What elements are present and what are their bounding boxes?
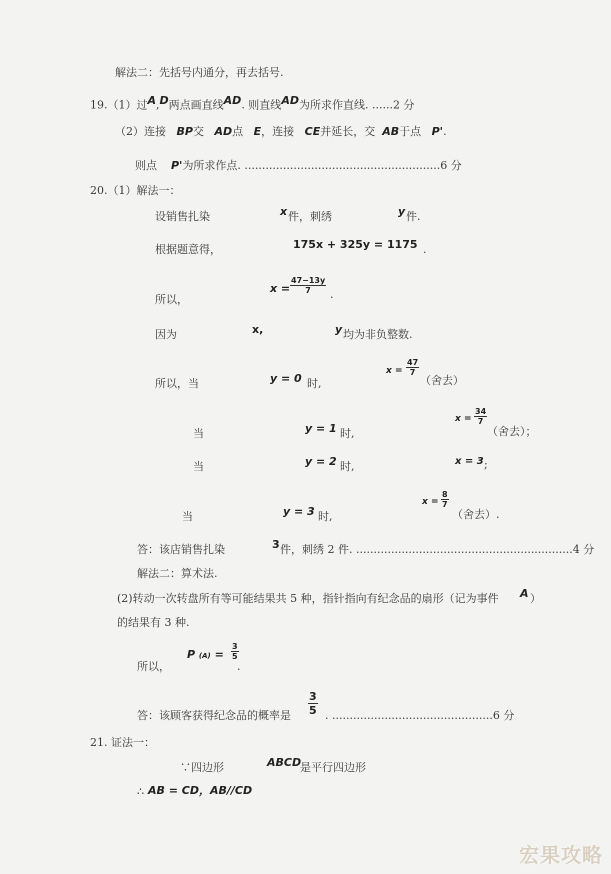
question-20-heading: 20.（1）解法一： (90, 184, 181, 197)
math: D (159, 94, 169, 107)
text: （舍去）； (487, 425, 537, 438)
math: AD (223, 94, 242, 107)
numerator: 47 (407, 358, 419, 367)
probability-expression (187, 648, 224, 663)
math: x = (422, 497, 439, 507)
text: 所以，当 (155, 377, 199, 390)
math: AD (214, 125, 233, 138)
math: (A) (198, 652, 211, 660)
text: 是平行四边形 (300, 761, 366, 774)
text: 的结果有 3 种. (117, 616, 190, 629)
text: . (443, 125, 447, 138)
text: 件，刺绣 2 件. ..............................................................4 分 (280, 543, 595, 556)
text: （舍去）. (452, 508, 500, 521)
text: 并延长，交 (320, 125, 376, 138)
math: y = 0 (270, 372, 302, 385)
text: 为所求作点. ........................................................6 分 (182, 159, 462, 172)
question-19-1 (90, 94, 414, 113)
numerator: 47−13y (291, 276, 326, 285)
text: （2）连接 (115, 125, 166, 138)
text: 时, (307, 377, 322, 390)
text: 两点画直线 (168, 98, 224, 112)
text: 当 (193, 460, 204, 473)
math: y (335, 323, 343, 336)
text: 答：该店销售扎染 (137, 543, 225, 556)
math: y = 3 (283, 505, 315, 518)
numerator: 3 (309, 690, 317, 703)
math: CE (304, 125, 321, 138)
text: 时, (340, 427, 355, 440)
text: 于点 (399, 125, 422, 138)
text: ∴ (137, 785, 144, 798)
text: ; (484, 458, 488, 471)
text: 时, (318, 510, 333, 523)
text: . ..............................................6 分 (325, 709, 515, 722)
text: . (237, 660, 241, 673)
denominator: 5 (232, 652, 238, 661)
denominator: 7 (305, 286, 311, 295)
math: = (214, 648, 224, 661)
fraction (474, 407, 487, 426)
text-line: 解法二：先括号内通分，再去括号. (115, 66, 284, 79)
math: x, (252, 323, 264, 336)
denominator: 7 (409, 368, 416, 377)
fraction (231, 642, 239, 661)
text: 因为 (155, 328, 177, 341)
text: 均为非负整数. (343, 328, 413, 341)
question-19-2 (115, 125, 447, 139)
denominator: 7 (442, 500, 448, 509)
text: 当 (193, 427, 204, 440)
watermark-logo: 宏果攻略 (519, 843, 603, 867)
text: . 则直线 (241, 98, 282, 112)
math: ABCD (267, 756, 302, 769)
text: 当 (182, 510, 193, 523)
math: P (187, 648, 196, 661)
text: 交 (192, 125, 204, 138)
math: x = (270, 282, 291, 295)
fraction (290, 276, 326, 295)
text: . (330, 288, 334, 301)
text: 件. (406, 210, 421, 223)
text: ∵四边形 (180, 761, 224, 774)
question-21-heading: 21. 证法一： (90, 736, 155, 749)
fraction (441, 490, 449, 509)
text: 件，刺绣 (288, 210, 332, 223)
text: . (423, 243, 427, 256)
numerator: 8 (442, 490, 448, 499)
text: 19.（1）过 (90, 98, 148, 112)
math: P' (171, 159, 183, 172)
text: 则点 (135, 159, 157, 172)
math: x = (455, 414, 472, 424)
math: BP (176, 125, 193, 138)
math: 3 (272, 538, 280, 551)
math: x = 3 (455, 456, 484, 467)
math: E (253, 125, 262, 138)
equation: 175x + 325y = 1175 (293, 238, 418, 251)
denominator: 5 (309, 704, 317, 717)
text: 所以， (137, 660, 170, 673)
text: ） (530, 592, 541, 605)
math: y = 2 (305, 455, 337, 468)
text: 点 (232, 125, 244, 138)
fraction (308, 690, 318, 717)
math: x = (386, 366, 403, 376)
question-19-3 (135, 159, 462, 173)
text: （舍去） (420, 374, 464, 387)
fraction (406, 358, 419, 377)
math: P' (431, 125, 444, 138)
text: 根据题意得， (155, 243, 221, 256)
math: AB = CD，AB//CD (148, 784, 253, 797)
numerator: 3 (232, 642, 238, 651)
math: A (520, 587, 529, 600)
numerator: 34 (475, 407, 487, 416)
math: A (147, 94, 157, 107)
text: 设销售扎染 (155, 210, 210, 223)
math: AB (382, 125, 400, 138)
question-20-2: (2)转动一次转盘所有等可能结果共 5 种，指针指向有纪念品的扇形（记为事件 (117, 592, 499, 605)
math: x (280, 205, 288, 218)
math: y = 1 (305, 422, 337, 435)
text: 答：该顾客获得纪念品的概率是 (137, 709, 291, 722)
math: AD (281, 94, 299, 107)
text: , (156, 98, 160, 112)
text: 所以， (155, 293, 188, 306)
text: ，连接 (261, 125, 295, 138)
text: 为所求作直线. ......2 分 (298, 98, 415, 112)
math: y (398, 205, 406, 218)
text: 解法二：算术法. (137, 567, 218, 580)
text: 时, (340, 460, 355, 473)
denominator: 7 (477, 417, 484, 426)
